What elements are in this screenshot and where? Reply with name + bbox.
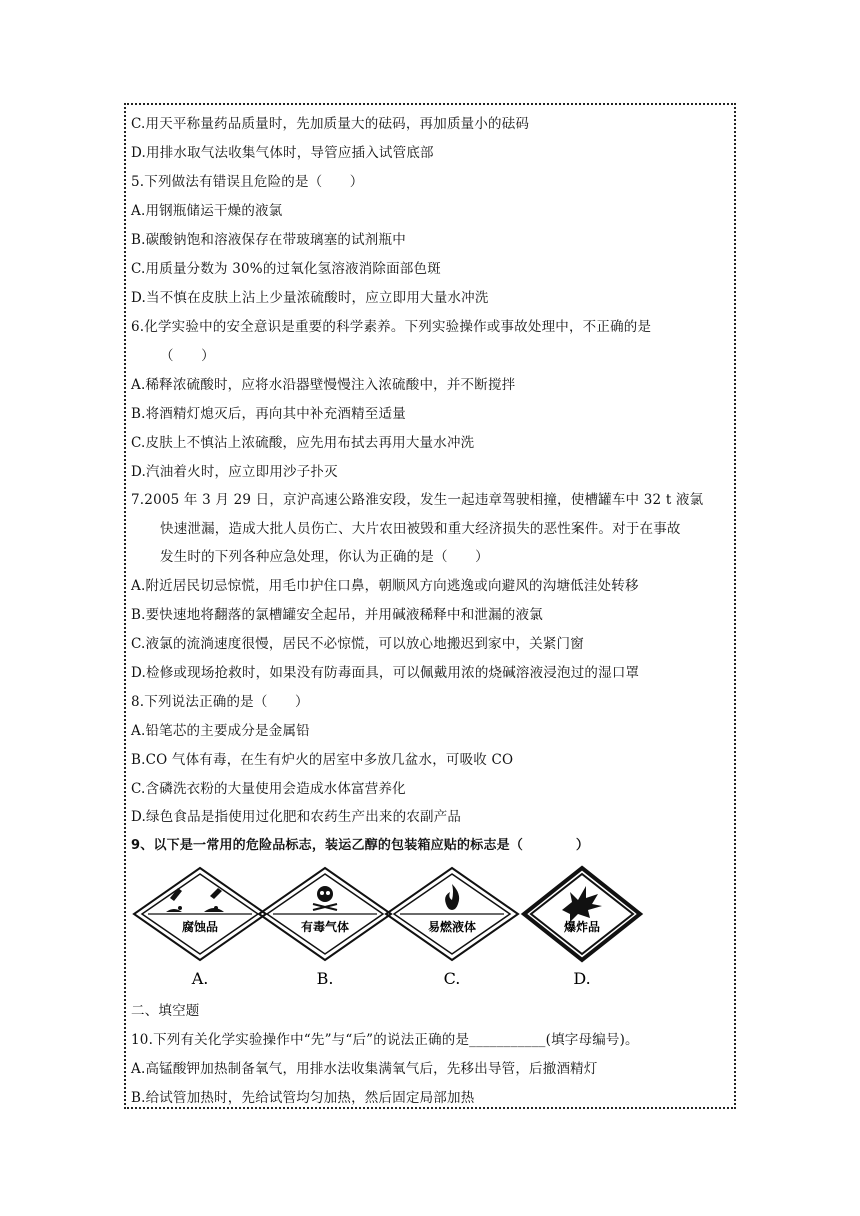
corrosive-sign <box>134 868 266 988</box>
question-7-cont: 快速泄漏，造成大批人员伤亡、大片农田被毁和重大经济损失的恶性案件。对于在事故 <box>160 521 681 537</box>
option-line: C.液氯的流淌速度很慢，居民不必惊慌，可以放心地搬迟到家中，关紧门窗 <box>131 636 584 652</box>
sign-label: 腐蚀品 <box>181 920 219 934</box>
option-line: D.绿色食品是指使用过化肥和农药生产出来的农副产品 <box>131 809 462 825</box>
question-10: 10.下列有关化学实验操作中“先”与“后”的说法正确的是___________(填字母编号)。 <box>131 1032 639 1048</box>
option-line: A.高锰酸钾加热制备氧气，用排水法收集满氧气后，先移出导管，后撤酒精灯 <box>131 1061 598 1077</box>
option-line: B.碳酸钠饱和溶液保存在带玻璃塞的试剂瓶中 <box>131 232 406 248</box>
option-line: A.用钢瓶储运干燥的液氯 <box>131 203 283 219</box>
option-line: D.当不慎在皮肤上沾上少量浓硫酸时，应立即用大量水冲洗 <box>131 290 489 306</box>
option-line: D.汽油着火时，应立即用沙子扑灭 <box>131 464 338 480</box>
option-line: A.附近居民切忌惊慌，用毛巾护住口鼻，朝顺风方向逃逸或向避风的沟塘低洼处转移 <box>131 578 639 594</box>
skull-icon <box>313 886 337 910</box>
option-line: C.用质量分数为 30%的过氧化氢溶液消除面部色斑 <box>131 261 441 277</box>
flame-icon <box>445 884 459 910</box>
sign-label: 爆炸品 <box>563 920 601 934</box>
option-line: B.给试管加热时，先给试管均匀加热，然后固定局部加热 <box>131 1090 475 1106</box>
option-line: A.铅笔芯的主要成分是金属铅 <box>131 723 310 739</box>
option-line: D.检修或现场抢救时，如果没有防毒面具，可以佩戴用浓的烧碱溶液浸泡过的湿口罩 <box>131 665 640 681</box>
sign-label: 有毒气体 <box>300 920 350 934</box>
sign-letter: D. <box>573 969 591 988</box>
option-line: B.CO 气体有毒，在生有炉火的居室中多放几盆水，可吸收 CO <box>131 752 514 768</box>
explosive-sign <box>524 868 640 988</box>
option-line: B.将酒精灯熄灭后，再向其中补充酒精至适量 <box>131 406 406 422</box>
question-7-cont: 发生时的下列各种应急处理，你认为正确的是（ ） <box>160 549 489 565</box>
question-9: 9、以下是一常用的危险品标志，装运乙醇的包装箱应贴的标志是（ ） <box>131 838 590 853</box>
option-line: D.用排水取气法收集气体时，导管应插入试管底部 <box>131 145 434 161</box>
option-line: C.皮肤上不慎沾上浓硫酸，应先用布拭去再用大量水冲洗 <box>131 435 475 451</box>
sign-letter: C. <box>443 969 461 988</box>
sign-label: 易燃液体 <box>427 920 477 934</box>
flammable-liquid-sign <box>386 868 518 988</box>
hazard-signs <box>130 862 660 992</box>
explosion-icon <box>562 886 602 922</box>
option-line: B.要快速地将翻落的氯槽罐安全起吊，并用碱液稀释中和泄漏的液氯 <box>131 607 543 623</box>
question-8: 8.下列说法正确的是（ ） <box>131 694 309 710</box>
sign-letter: A. <box>191 969 209 988</box>
question-6-answer-blank: （ ） <box>160 348 215 364</box>
section-heading: 二、填空题 <box>131 1003 200 1019</box>
toxic-gas-sign <box>259 868 391 988</box>
question-7: 7.2005 年 3 月 29 日，京沪高速公路淮安段，发生一起违章驾驶相撞，使槽罐车中 32 t 液氯 <box>131 492 704 508</box>
question-6: 6.化学实验中的安全意识是重要的科学素养。下列实验操作或事故处理中，不正确的是 <box>131 319 652 335</box>
option-line: A.稀释浓硫酸时，应将水沿器壁慢慢注入浓硫酸中，并不断搅拌 <box>131 377 516 393</box>
option-line: C.用天平称量药品质量时，先加质量大的砝码，再加质量小的砝码 <box>131 116 530 132</box>
sign-letter: B. <box>316 969 334 988</box>
question-5: 5.下列做法有错误且危险的是（ ） <box>131 174 364 190</box>
option-line: C.含磷洗衣粉的大量使用会造成水体富营养化 <box>131 781 406 797</box>
